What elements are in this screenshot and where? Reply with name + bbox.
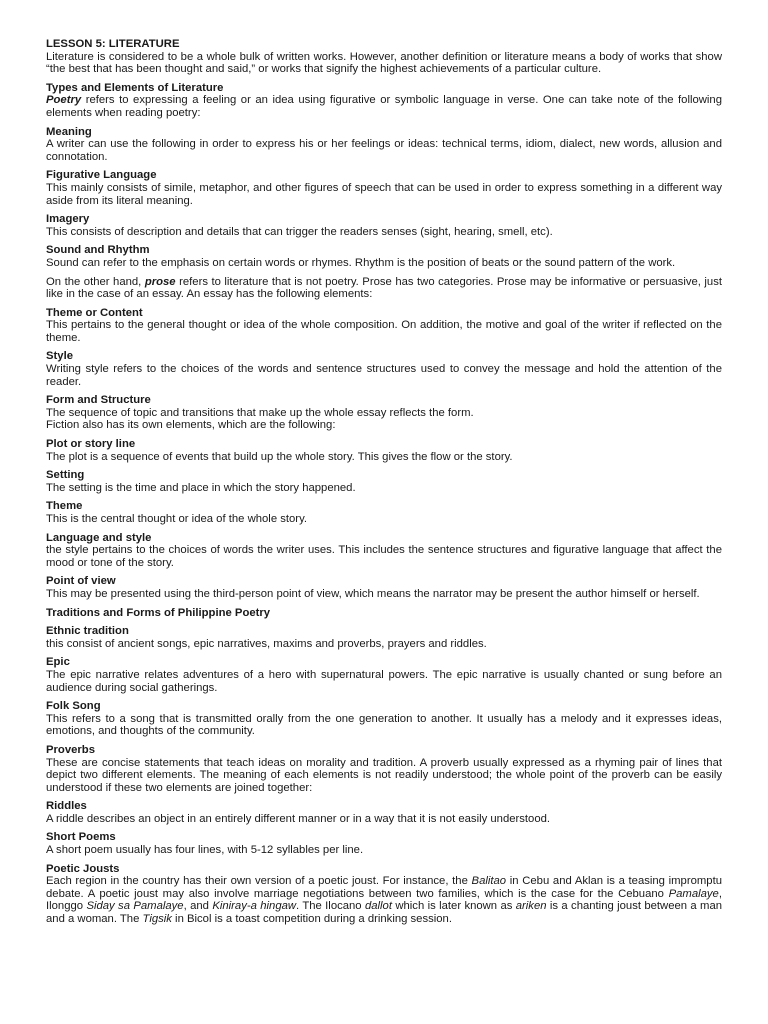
types-heading: Types and Elements of Literature	[46, 81, 224, 94]
section-heading: Form and Structure	[46, 394, 151, 407]
italic-term: Pamalaye	[668, 887, 719, 900]
section-text: A riddle describes an object in an entirely different manner or in a way that it is not easily understood.	[46, 812, 551, 825]
text-run: , and	[183, 900, 213, 913]
section-heading: Language and style	[46, 531, 152, 544]
prose-pre: On the other hand,	[46, 275, 145, 288]
text-run: in Bicol is a toast competition during a drinking session.	[171, 913, 452, 926]
section-heading: Ethnic tradition	[46, 625, 129, 638]
section-heading: Point of view	[46, 575, 116, 588]
section-text: This refers to a song that is transmitted orally from the one generation to another. It usually has a melody and it expresses ideas, emotions, and thoughts of the community.	[46, 712, 722, 738]
section-text: This may be presented using the third-person point of view, which means the narrator may be present the author himself or herself.	[46, 587, 700, 600]
poetry-paragraph	[46, 94, 722, 119]
lesson-title: LESSON 5: LITERATURE	[46, 38, 180, 50]
section-text: This pertains to the general thought or idea of the whole composition. On addition, the motive and goal of the writer if reflected on the theme.	[46, 319, 722, 344]
section-text: The plot is a sequence of events that build up the whole story. This gives the flow or the story.	[46, 450, 513, 463]
section-heading: Folk Song	[46, 700, 101, 713]
section-text: the style pertains to the choices of words the writer uses. This includes the sentence structures and figurative language that affect the mood or tone of the story.	[46, 544, 722, 569]
text-run: , Ilonggo	[46, 887, 722, 913]
section-text: this consist of ancient songs, epic narratives, maxims and proverbs, prayers and riddles.	[46, 637, 487, 650]
section-heading: Setting	[46, 469, 85, 482]
text-run: is a chanting joust between a man and a woman. The	[46, 900, 723, 926]
section-text: This mainly consists of simile, metaphor, and other figures of speech that can be used in order to express something in a different way aside from its literal meaning.	[46, 181, 722, 207]
italic-term: dallot	[364, 900, 392, 913]
poetry-term: Poetry	[46, 94, 82, 107]
prose-text: refers to literature that is not poetry. Prose has two categories. Prose may be informative or persuasive, just like in the case of an essay. An essay has the following elements:	[46, 275, 722, 301]
text-run: in Cebu and Aklan is a teasing impromptu debate. A poetic joust may also involve marriage negotiations between two families, which is the case for the Cebuano	[46, 875, 723, 900]
section-heading: Sound and Rhythm	[46, 244, 150, 257]
traditions-heading: Traditions and Forms of Philippine Poetry	[46, 606, 271, 619]
section-text: Writing style refers to the choices of the words and sentence structures used to convey the message and hold the attention of the reader.	[46, 363, 722, 388]
section-text: These are concise statements that teach ideas on morality and tradition. A proverb usually expressed as a rhyming pair of lines that depict two different elements. The meaning of each elements is not readily understood; the whole point of the proverb can be easily understood if these two elements are joined together:	[46, 756, 722, 794]
section-heading: Riddles	[46, 800, 87, 813]
italic-term: Tigsik	[142, 913, 172, 926]
section-text: The epic narrative relates adventures of a hero with supernatural powers. The epic narrative is usually chanted or sung before an audience during social gatherings.	[46, 668, 722, 694]
text-run: . The Ilocano	[296, 900, 365, 913]
poetic-jousts-text	[46, 875, 722, 925]
section-text: A short poem usually has four lines, with 5-12 syllables per line.	[46, 844, 364, 857]
fiction-line: Fiction also has its own elements, which are the following:	[46, 419, 336, 432]
section-heading: Meaning	[46, 125, 92, 138]
section-text: Sound can refer to the emphasis on certain words or rhymes. Rhythm is the position of beats or the sound pattern of the work.	[46, 256, 676, 269]
section-text: This consists of description and details that can trigger the readers senses (sight, hearing, smell, etc).	[46, 225, 553, 238]
section-text: A writer can use the following in order to express his or her feelings or ideas: technical terms, idiom, dialect, new words, allusion and connotation.	[46, 138, 722, 163]
section-heading: Figurative Language	[46, 169, 157, 182]
section-heading: Proverbs	[46, 743, 95, 756]
italic-term: Kiniray-a hingaw	[212, 900, 297, 913]
section-heading: Plot or story line	[46, 438, 136, 451]
italic-term: ariken	[515, 900, 547, 913]
italic-term: Balitao	[471, 875, 507, 888]
section-heading: Style	[46, 350, 74, 363]
section-heading: Short Poems	[46, 831, 116, 844]
section-text: This is the central thought or idea of the whole story.	[46, 513, 308, 525]
intro-paragraph: Literature is considered to be a whole bulk of written works. However, another definition or literature means a body of works that show “the best that has been thought and said,” or works that signify the highest achievements of a particular culture.	[46, 50, 722, 76]
text-run: Each region in the country has their own version of a poetic joust. For instance, the	[46, 875, 472, 888]
section-heading: Theme or Content	[46, 306, 143, 319]
section-text: The sequence of topic and transitions that make up the whole essay reflects the form.	[46, 406, 474, 419]
prose-term: prose	[144, 275, 176, 288]
section-text: The setting is the time and place in which the story happened.	[46, 481, 356, 494]
italic-term: Siday sa Pamalaye	[86, 900, 184, 913]
section-heading: Imagery	[46, 213, 90, 226]
poetry-text: refers to expressing a feeling or an idea using figurative or symbolic language in verse. One can take note of the following elements when reading poetry:	[46, 94, 722, 119]
poetic-jousts-heading: Poetic Jousts	[46, 862, 120, 875]
section-heading: Epic	[46, 656, 70, 669]
text-run: which is later known as	[391, 900, 516, 913]
prose-paragraph	[46, 276, 722, 301]
section-heading: Theme	[46, 500, 83, 513]
